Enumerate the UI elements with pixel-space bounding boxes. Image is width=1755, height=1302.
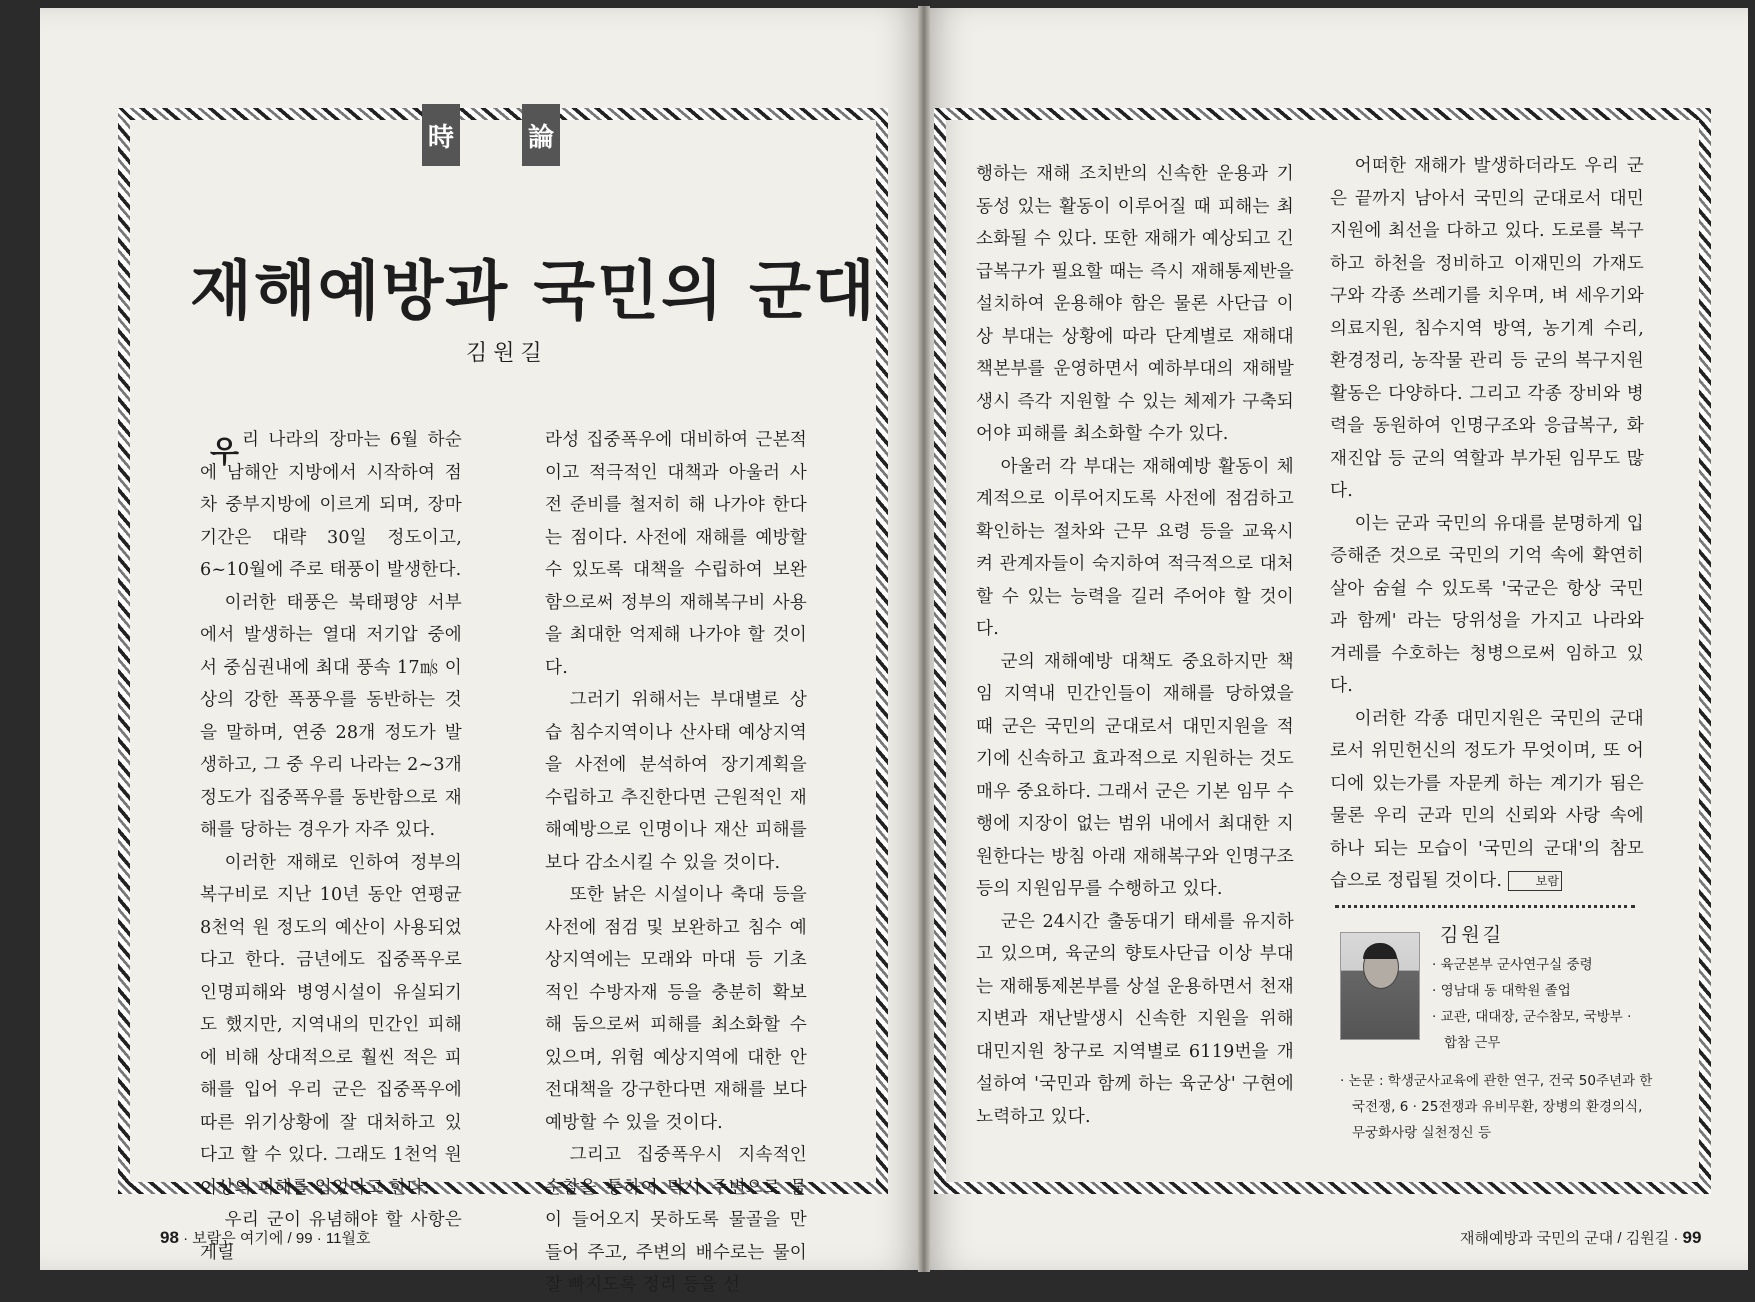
end-mark: 보람 [1508,871,1562,891]
section-label-ron: 論 [522,104,560,166]
paragraph: 우리 군이 유념해야 할 사항은 게릴 [200,1210,462,1263]
bio-list [1432,952,1644,1056]
paragraph: 이러한 재해로 인하여 정부의 복구비로 지난 10년 동안 연평균 8천억 원 정도의 예산이 사용되었다고 한다. 금년에도 집중폭우로 인명피해와 병영시설이 유실되기도 했지만, 지역내의 민간인 피해에 비해 상대적으로 훨씬 적은 피해를 입어 우리 군은 집중폭우에 따른 위기상황에 잘 대처하고 있다고 할 수 있다. 그래도 1천억 원 이상의 피해를 입었다고 한다. [200,852,462,1198]
article-title: 재해예방과 국민의 군대 [190,255,877,329]
section-label-si: 時 [422,104,460,166]
bio-item: · 교관, 대대장, 군수참모, 국방부 · 합참 근무 [1432,1009,1632,1051]
folio-left-text: · 보람은 여기에 / 99 · 11월호 [183,1230,371,1247]
book-spine [918,6,930,1272]
paragraph-text: 이러한 각종 대민지원은 국민의 군대로서 위민헌신의 정도가 무엇이며, 또 어디에 있는가를 자문케 하는 계기가 됨은 물론 우리 군과 민의 신뢰와 사랑 속에 하나 되는 모습이 '국민의 군대'의 참모습으로 정립될 것이다. [1330,708,1644,891]
folio-left [160,1227,370,1248]
folio-right-text: 재해예방과 국민의 군대 / 김원길 · [1460,1230,1679,1247]
paragraph: 그리고 집중폭우시 지속적인 순찰을 통하여 막사 주변으로 물이 들어오지 못하도록 물골을 만들어 주고, 주변의 배수로는 물이 잘 빠지도록 정리 등을 선 [545,1145,807,1295]
photo-hair [1363,943,1397,959]
paragraph: 이러한 태풍은 북태평양 서부에서 발생하는 열대 저기압 중에서 중심권내에 최대 풍속 17㎧ 이상의 강한 폭풍우를 동반하는 것을 말하며, 연중 28개 정도가 발생하고, 그 중 우리 나라는 2~3개 정도가 집중폭우를 동반함으로 재해를 당하는 경우가 자주 있다. [200,592,462,840]
drop-cap: 우 [210,435,239,470]
author-photo [1340,932,1420,1040]
page-number-right: 99 [1682,1228,1702,1247]
left-column-1 [200,424,462,1269]
paragraph: 리 나라의 장마는 6월 하순에 남해안 지방에서 시작하여 점차 중부지방에 이르게 되며, 장마 기간은 대략 30일 정도이고, 6~10월에 주로 태풍이 발생한다. [200,430,462,580]
paragraph [1330,703,1644,898]
paragraph: 군의 재해예방 대책도 중요하지만 책임 지역내 민간인들이 재해를 당하였을 때 군은 국민의 군대로서 대민지원을 적기에 신속하고 효과적으로 지원하는 것도 매우 중요하다. 그래서 군은 기본 임무 수행에 지장이 없는 범위 내에서 최대한 지원한다는 방침 아래 재해복구와 인명구조 등의 지원임무를 수행하고 있다. [976,651,1294,899]
paragraph: 이는 군과 국민의 유대를 분명하게 입증해준 것으로 국민의 기억 속에 확연히 살아 숨쉴 수 있도록 '국군은 항상 국민과 함께' 라는 당위성을 가지고 나라와 겨레를 수호하는 청병으로써 임하고 있다. [1330,513,1644,696]
paragraph: 군은 24시간 출동대기 태세를 유지하고 있으며, 육군의 향토사단급 이상 부대는 재해통제본부를 상설 운용하면서 천재지변과 재난발생시 신속한 지원을 위해 대민지원 창구로 지역별로 6119번을 개설하여 '국민과 함께 하는 육군상' 구현에 노력하고 있다. [976,911,1294,1127]
paragraph: 어떠한 재해가 발생하더라도 우리 군은 끝까지 남아서 국민의 군대로서 대민지원에 최선을 다하고 있다. 도로를 복구하고 하천을 정비하고 이재민의 가재도구와 각종 쓰레기를 치우며, 벼 세우기와 의료지원, 침수지역 방역, 농기계 수리, 환경정리, 농작물 관리 등 군의 복구지원 활동은 다양하다. 그리고 각종 장비와 병력을 동원하여 인명구조와 응급복구, 화재진압 등 군의 역할과 부가된 임무도 많다. [1330,156,1644,501]
paragraph: 라성 집중폭우에 대비하여 근본적이고 적극적인 대책과 아울러 사전 준비를 철저히 해 나가야 한다는 점이다. 사전에 재해를 예방할 수 있도록 대책을 수립하여 보완함으로써 정부의 재해복구비 사용을 최대한 억제해 나가야 할 것이다. [545,430,807,678]
paragraph: 행하는 재해 조치반의 신속한 운용과 기동성 있는 활동이 이루어질 때 피해는 최소화될 수 있다. 또한 재해가 예상되고 긴급복구가 필요할 때는 즉시 재해통제반을 설치하여 운용해야 함은 물론 사단급 이상 부대는 상황에 따라 단계별로 재해대책본부를 운영하면서 예하부대의 재해발생시 즉각 지원할 수 있는 체제가 구축되어야 피해를 최소화할 수가 있다. [976,164,1294,444]
left-column-2 [545,424,807,1302]
bio-item: · 영남대 동 대학원 졸업 [1432,983,1571,999]
paragraph: 또한 낡은 시설이나 축대 등을 사전에 점검 및 보완하고 침수 예상지역에는 모래와 마대 등 기초적인 수방자재 등을 충분히 확보해 둠으로써 피해를 최소화할 수 있으며, 위험 예상지역에 대한 안전대책을 강구한다면 재해를 보다 예방할 수 있을 것이다. [545,885,807,1133]
page-number-left: 98 [160,1228,179,1247]
bio-name: 김원길 [1440,924,1505,946]
bio-papers: · 논문 : 학생군사교육에 관한 연구, 건국 50주년과 한국전쟁, 6 · 25전쟁과 유비무환, 장병의 환경의식, 무궁화사랑 실천정신 등 [1340,1073,1653,1141]
folio-right [1460,1227,1701,1248]
right-column-1 [976,158,1294,1133]
bio-divider [1335,905,1635,908]
article-author: 김원길 [466,341,548,366]
bio-item: · 육군본부 군사연구실 중령 [1432,957,1593,973]
paragraph: 아울러 각 부대는 재해예방 활동이 체계적으로 이루어지도록 사전에 점검하고 확인하는 절차와 근무 요령 등을 교육시켜 관계자들이 숙지하여 적극적으로 대처할 수 있는 능력을 길러 주어야 할 것이다. [976,456,1294,639]
paragraph: 그러기 위해서는 부대별로 상습 침수지역이나 산사태 예상지역을 사전에 분석하여 장기계획을 수립하고 추진한다면 근원적인 재해예방으로 인명이나 재산 피해를 보다 감소시킬 수 있을 것이다. [545,690,807,873]
right-column-2 [1330,150,1644,898]
